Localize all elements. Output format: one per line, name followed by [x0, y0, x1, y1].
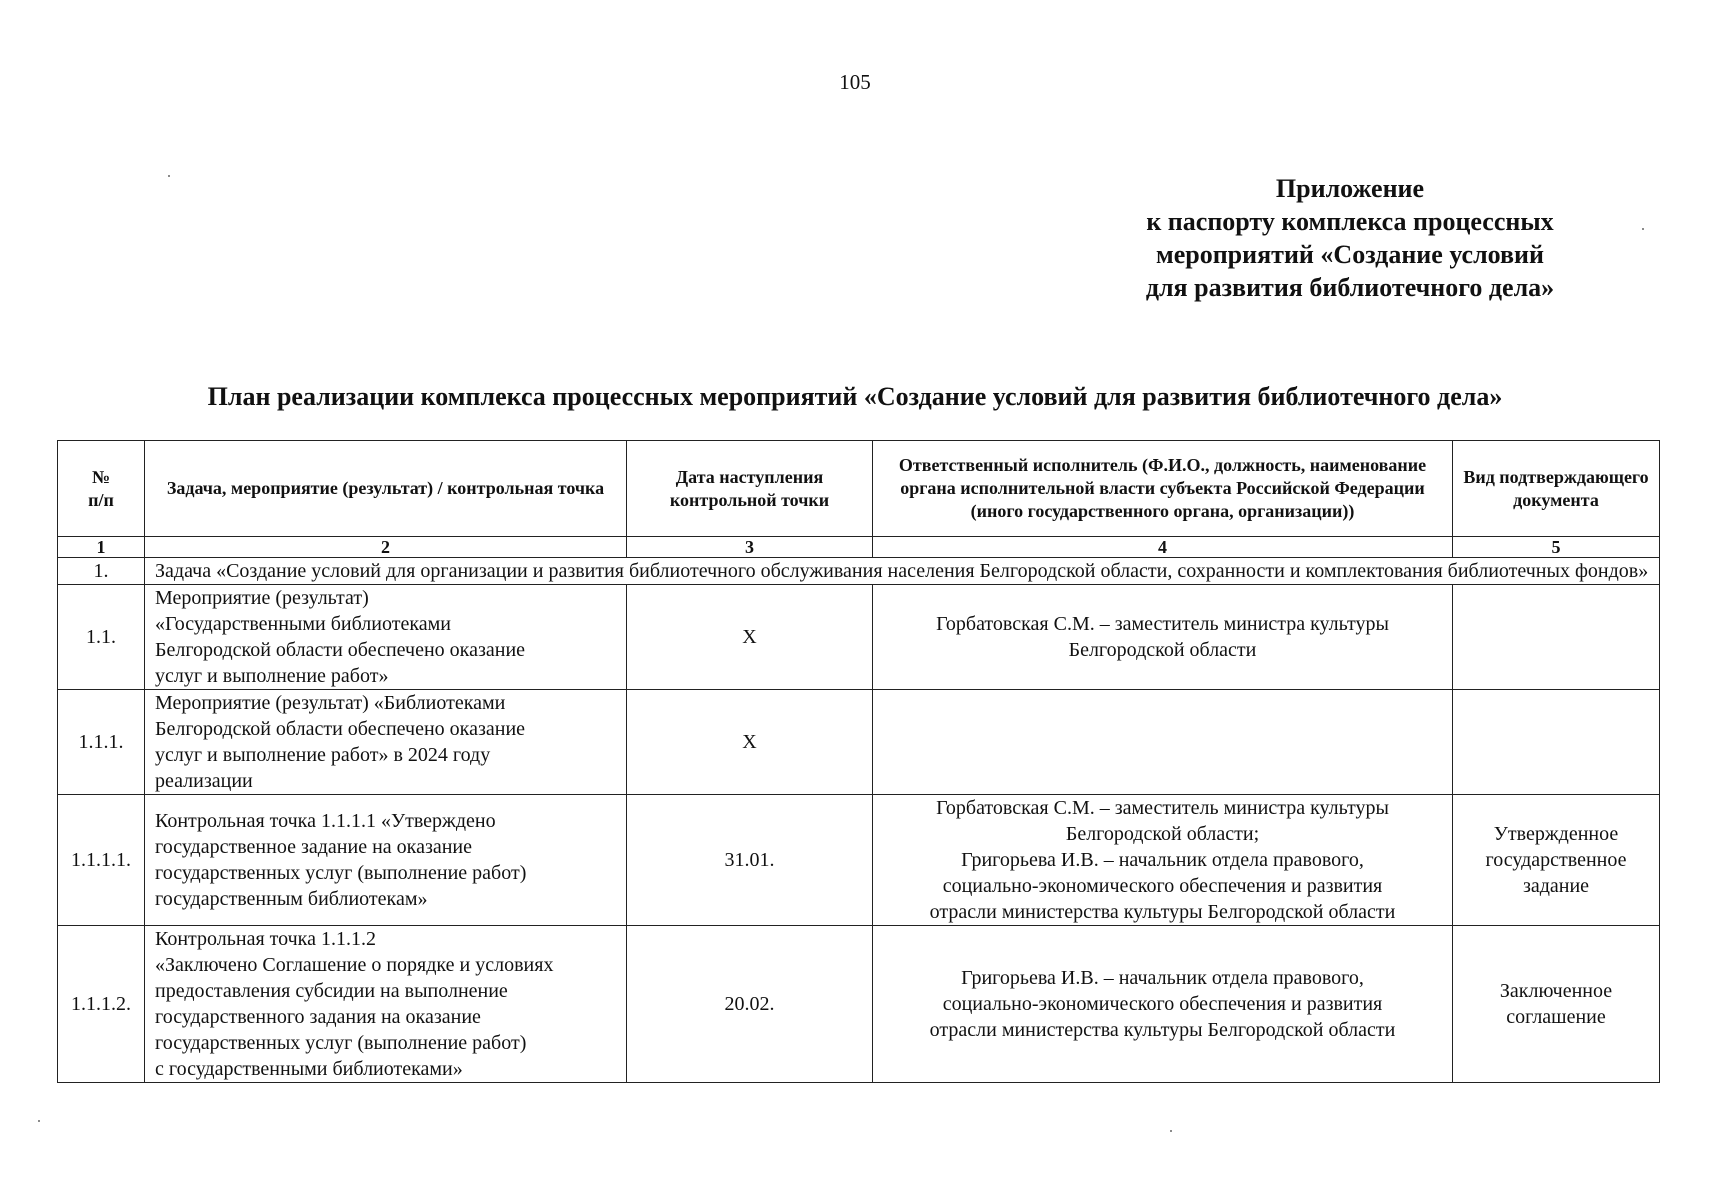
row-date: 31.01.: [627, 795, 873, 926]
row-responsible: Горбатовская С.М. – заместитель министра культуры Белгородской области: [873, 585, 1453, 690]
row-number: 1.1.1.2.: [58, 926, 145, 1083]
appendix-line: для развития библиотечного дела»: [1145, 273, 1555, 302]
table-row: [58, 690, 1660, 795]
scan-speck: [1170, 1130, 1172, 1132]
scan-speck: [1642, 228, 1644, 230]
row-item: Мероприятие (результат) «Государственными библиотеками Белгородской области обеспечено оказание услуг и выполнение работ»: [145, 585, 627, 690]
appendix-heading: [1110, 172, 1590, 304]
column-number: 2: [145, 537, 627, 558]
table-header-row: [58, 441, 1660, 537]
row-responsible: Григорьева И.В. – начальник отдела правового, социально-экономического обеспечения и развития отрасли министерства культуры Белгородской области: [873, 926, 1453, 1083]
row-number: 1.1.: [58, 585, 145, 690]
column-number: 1: [58, 537, 145, 558]
column-number-row: [58, 537, 1660, 558]
task-row: [58, 558, 1660, 585]
task-text: Задача «Создание условий для организации и развития библиотечного обслуживания населения Белгородской области, сохранности и комплектования библиотечных фондов»: [145, 558, 1660, 585]
header-number: № п/п: [58, 441, 145, 537]
row-item: Контрольная точка 1.1.1.1 «Утверждено государственное задание на оказание государственных услуг (выполнение работ) государственным библиотекам»: [145, 795, 627, 926]
column-number: 4: [873, 537, 1453, 558]
row-number: 1.1.1.1.: [58, 795, 145, 926]
row-date: 20.02.: [627, 926, 873, 1083]
appendix-line: Приложение: [1275, 174, 1425, 203]
row-date: Х: [627, 585, 873, 690]
row-responsible: [873, 690, 1453, 795]
row-item: Мероприятие (результат) «Библиотеками Белгородской области обеспечено оказание услуг и выполнение работ» в 2024 году реализации: [145, 690, 627, 795]
row-number: 1.1.1.: [58, 690, 145, 795]
appendix-line: мероприятий «Создание условий: [1155, 240, 1545, 269]
appendix-line: к паспорту комплекса процессных: [1146, 207, 1554, 236]
document-title: План реализации комплекса процессных мероприятий «Создание условий для развития библиотечного дела»: [207, 382, 1503, 411]
header-task: Задача, мероприятие (результат) / контрольная точка: [145, 441, 627, 537]
table-row: [58, 795, 1660, 926]
row-document: [1453, 585, 1660, 690]
header-responsible: Ответственный исполнитель (Ф.И.О., должность, наименование органа исполнительной власти субъекта Российской Федерации (иного государственного органа, организации)): [873, 441, 1453, 537]
header-date: Дата наступления контрольной точки: [627, 441, 873, 537]
header-document: Вид подтверждающего документа: [1453, 441, 1660, 537]
table-row: [58, 585, 1660, 690]
implementation-plan-table: [57, 440, 1660, 1083]
table-row: [58, 926, 1660, 1083]
row-number: 1.: [58, 558, 145, 585]
column-number: 3: [627, 537, 873, 558]
page-number: 105: [839, 70, 871, 94]
row-document: Заключенное соглашение: [1453, 926, 1660, 1083]
row-responsible: Горбатовская С.М. – заместитель министра культуры Белгородской области; Григорьева И.В. – начальник отдела правового, социально-экономического обеспечения и развития отрасли министерства культуры Белгородской области: [873, 795, 1453, 926]
scan-speck: [168, 175, 170, 177]
row-item: Контрольная точка 1.1.1.2 «Заключено Соглашение о порядке и условиях предоставления субсидии на выполнение государственного задания на оказание государственных услуг (выполнение работ) с государственными библиотеками»: [145, 926, 627, 1083]
column-number: 5: [1453, 537, 1660, 558]
row-date: Х: [627, 690, 873, 795]
row-document: Утвержденное государственное задание: [1453, 795, 1660, 926]
scan-speck: [38, 1120, 40, 1122]
row-document: [1453, 690, 1660, 795]
